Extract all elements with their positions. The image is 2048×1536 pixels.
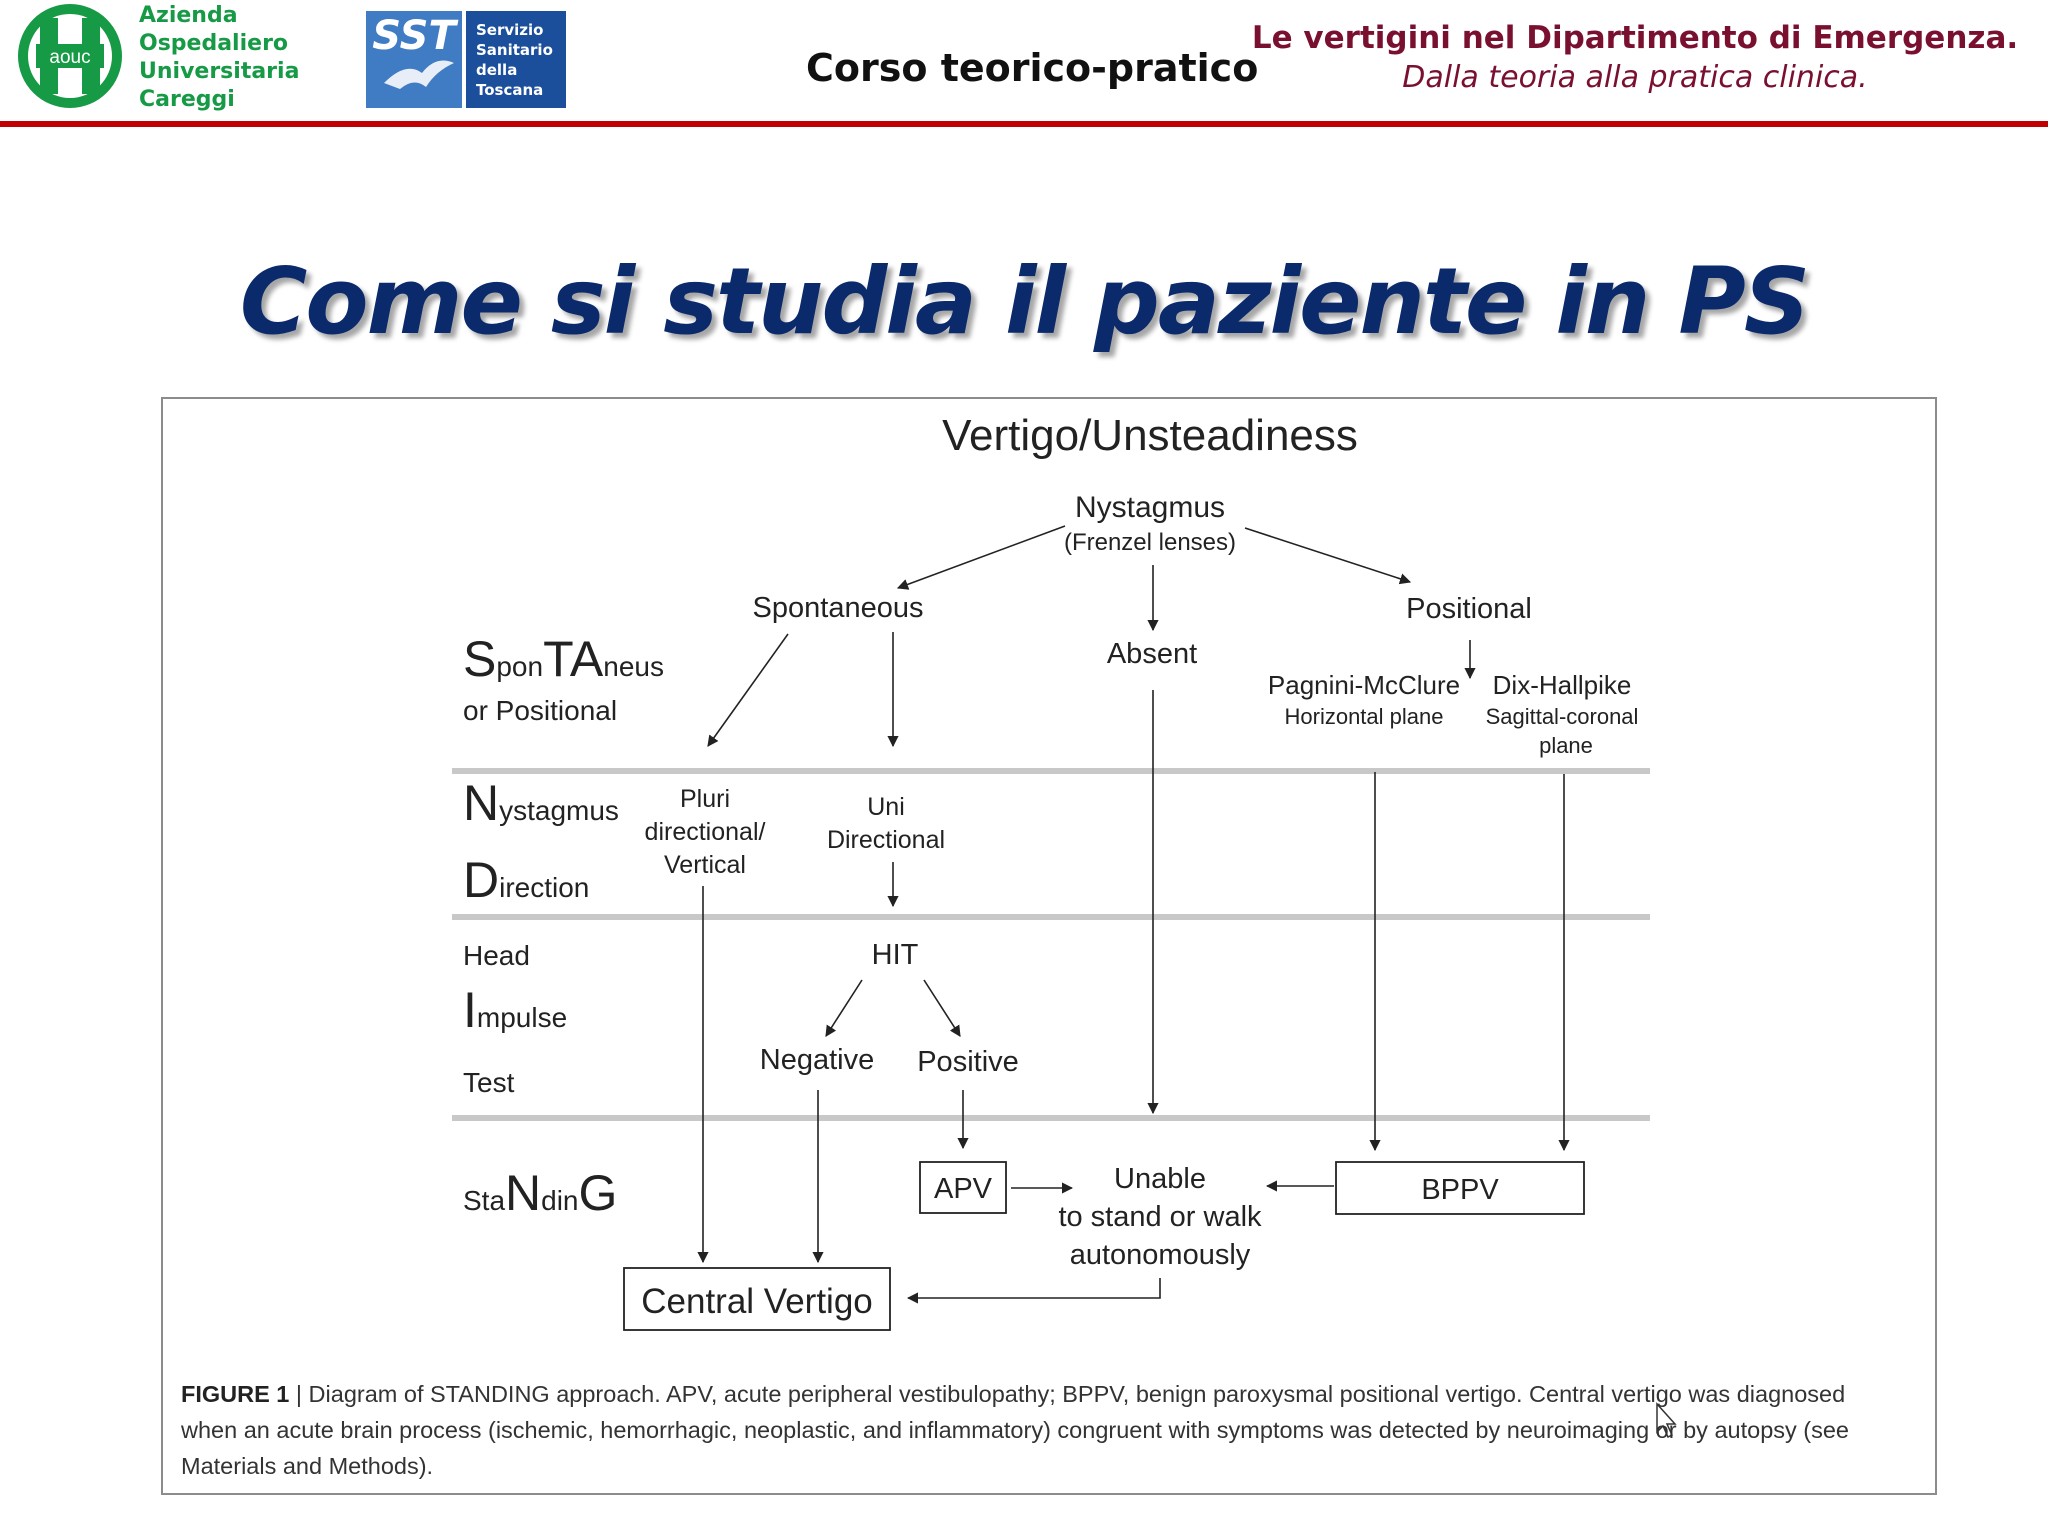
arrow-unable-to-central (908, 1278, 1160, 1298)
row-label-big-letter: N (463, 775, 500, 831)
row-label-small-text: din (541, 1185, 579, 1216)
dix-plane-label: Sagittal-coronal (1485, 704, 1639, 729)
pluri-directional-node: Vertical (664, 851, 746, 879)
aouc-logo-text: aouc (49, 47, 91, 68)
spontaneous-node: Spontaneous (752, 592, 924, 624)
row-label-impulse (463, 982, 567, 1038)
dix-hallpike-node: Dix-Hallpike (1492, 670, 1632, 700)
sst-logo-abbr: SST (372, 13, 456, 59)
row-label-small-text: Sta (463, 1185, 506, 1216)
row-label-small-text: mpulse (476, 1002, 568, 1033)
dix-plane-label: plane (1539, 733, 1593, 758)
row-label-small-text: irection (499, 872, 590, 903)
row-label-spontaneus (463, 631, 664, 687)
positive-node: Positive (917, 1046, 1019, 1078)
pagnini-plane-label: Horizontal plane (1284, 704, 1444, 729)
row-label-test: Test (463, 1067, 515, 1098)
row-label-small-text: neus (603, 651, 664, 682)
course-label: Corso teorico-pratico (806, 46, 1259, 90)
bppv-node: BPPV (1421, 1174, 1499, 1206)
hospital-name-line: Azienda (139, 3, 238, 28)
sst-logo-line: della (476, 61, 518, 79)
hospital-name-line: Careggi (139, 87, 235, 112)
row-label-big-letter: D (463, 852, 500, 908)
row-label-nystagmus (463, 775, 619, 831)
positional-node: Positional (1406, 593, 1532, 625)
sst-logo-line: Servizio (476, 21, 544, 39)
arrow-to-positional (1245, 528, 1410, 582)
diagram-heading: Vertigo/Unsteadiness (942, 411, 1358, 460)
arrow-to-pluri (708, 634, 788, 746)
row-label-direction (463, 852, 589, 908)
apv-node: APV (933, 1173, 993, 1205)
course-title: Le vertigini nel Dipartimento di Emergenza. (1251, 20, 2019, 56)
row-label-head: Head (463, 940, 530, 971)
row-label-big-letter: N (505, 1165, 542, 1221)
pagnini-mcclure-node: Pagnini-McClure (1267, 670, 1461, 700)
arrow-to-negative (826, 980, 862, 1036)
unable-node: to stand or walk (1058, 1201, 1262, 1233)
hit-node: HIT (871, 939, 919, 971)
figure-caption (181, 1376, 1901, 1484)
absent-node: Absent (1106, 638, 1198, 670)
arrow-to-positive (924, 980, 960, 1036)
course-subtitle: Dalla teoria alla pratica clinica. (1402, 60, 1868, 95)
slide-title: Come si studia il paziente in PS (239, 248, 1809, 355)
row-label-small-text: ystagmus (499, 795, 619, 826)
row-label-standing (463, 1165, 617, 1221)
unable-node: autonomously (1069, 1239, 1251, 1271)
frenzel-lenses-label: (Frenzel lenses) (1063, 529, 1237, 556)
sst-logo-line: Toscana (476, 81, 544, 99)
unable-node: Unable (1114, 1163, 1206, 1195)
nystagmus-node: Nystagmus (1074, 491, 1226, 524)
figure-caption-text: | Diagram of STANDING approach. APV, acute peripheral vestibulopathy; BPPV, benign paroxysmal positional vertigo. Central vertigo was diagnosed when an acute brain process (ischemic, hemorrhagic, neoplastic, and inflammatory) congruent with symptoms was detected by neuroimaging or by autopsy (see Materials and Methods). (181, 1381, 1850, 1479)
sst-logo-line: Sanitario (476, 41, 553, 59)
row-label-or-positional: or Positional (463, 695, 618, 726)
row-label-big-letter: TA (543, 631, 604, 687)
uni-directional-node: Directional (826, 826, 946, 854)
negative-node: Negative (759, 1044, 875, 1076)
figure-caption-label: FIGURE 1 (181, 1381, 290, 1407)
central-vertigo-node: Central Vertigo (641, 1282, 873, 1321)
uni-directional-node: Uni (867, 793, 905, 821)
row-label-big-letter: S (463, 631, 497, 687)
row-label-small-text: pon (496, 651, 544, 682)
row-label-big-letter: G (578, 1165, 618, 1221)
hospital-name-line: Ospedaliero (139, 31, 289, 56)
hospital-name-line: Universitaria (139, 59, 300, 84)
pluri-directional-node: directional/ (644, 818, 766, 846)
pluri-directional-node: Pluri (679, 785, 731, 813)
arrow-to-spontaneous (898, 526, 1065, 588)
row-label-big-letter: I (463, 982, 477, 1038)
